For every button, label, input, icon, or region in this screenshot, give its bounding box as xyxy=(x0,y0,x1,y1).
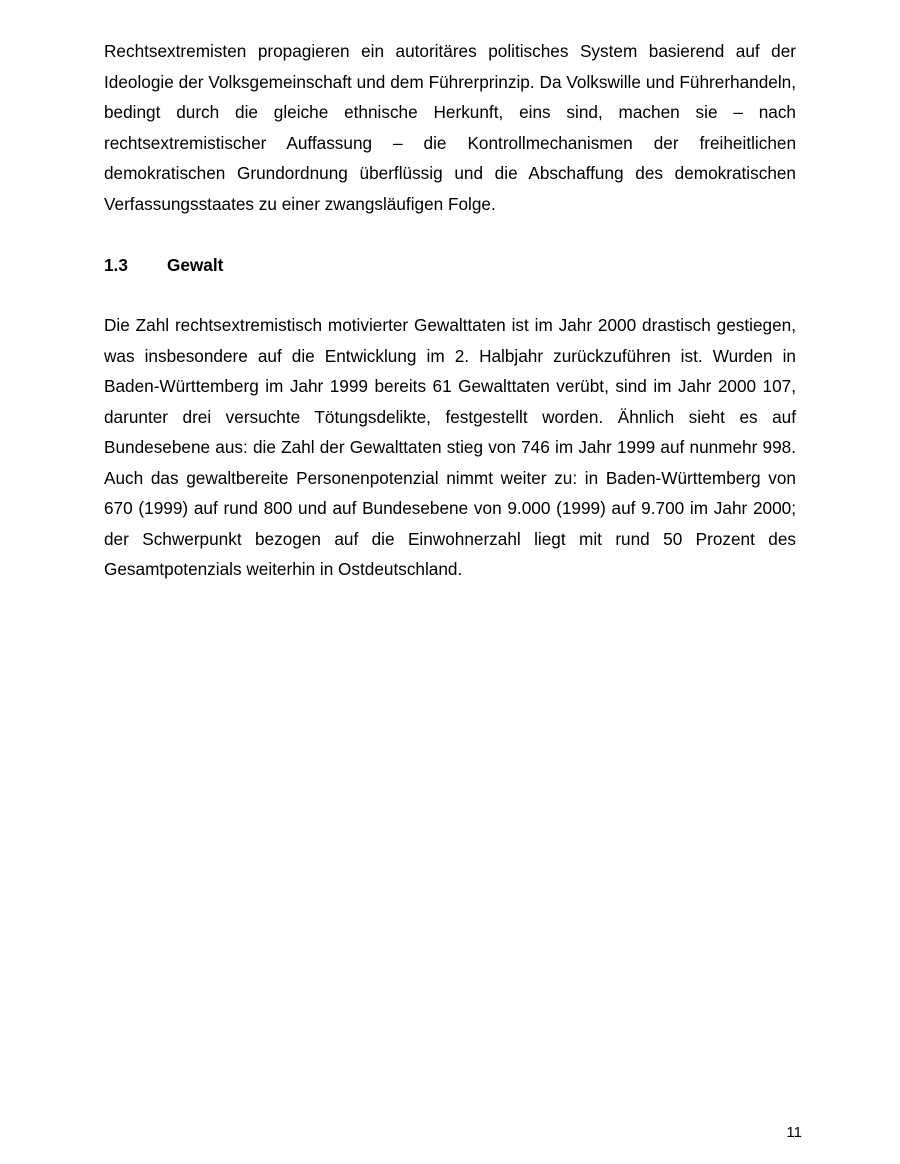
section-heading xyxy=(104,252,223,278)
section-number: 1.3 xyxy=(104,255,128,275)
page-number: 11 xyxy=(786,1124,802,1141)
section-title: Gewalt xyxy=(167,255,224,275)
paragraph-intro: Rechtsextremisten propagieren ein autoritäres politisches System basierend auf der Ideologie der Volksgemeinschaft und dem Führerprinzip. Da Volkswille und Führerhandeln, bedingt durch die gleiche ethnische Herkunft, eins sind, machen sie – nach rechtsextremistischer Auffassung – die Kontrollmechanismen der freiheitlichen demokratischen Grundordnung überflüssig und die Abschaffung des demokratischen Verfassungsstaates zu einer zwangsläufigen Folge. xyxy=(104,41,796,214)
paragraph-violence: Die Zahl rechtsextremistisch motivierter Gewalttaten ist im Jahr 2000 drastisch gestiegen, was insbesondere auf die Entwicklung im 2. Halbjahr zurückzuführen ist. Wurden in Baden-Württemberg im Jahr 1999 bereits 61 Gewalttaten verübt, sind im Jahr 2000 107, darunter drei versuchte Tötungsdelikte, festgestellt worden. Ähnlich sieht es auf Bundesebene aus: die Zahl der Gewalttaten stieg von 746 im Jahr 1999 auf nunmehr 998. Auch das gewaltbereite Personenpotenzial nimmt weiter zu: in Baden-Württemberg von 670 (1999) auf rund 800 und auf Bundesebene von 9.000 (1999) auf 9.700 im Jahr 2000; der Schwerpunkt bezogen auf die Einwohnerzahl liegt mit rund 50 Prozent des Gesamtpotenzials weiterhin in Ostdeutschland. xyxy=(104,315,796,579)
